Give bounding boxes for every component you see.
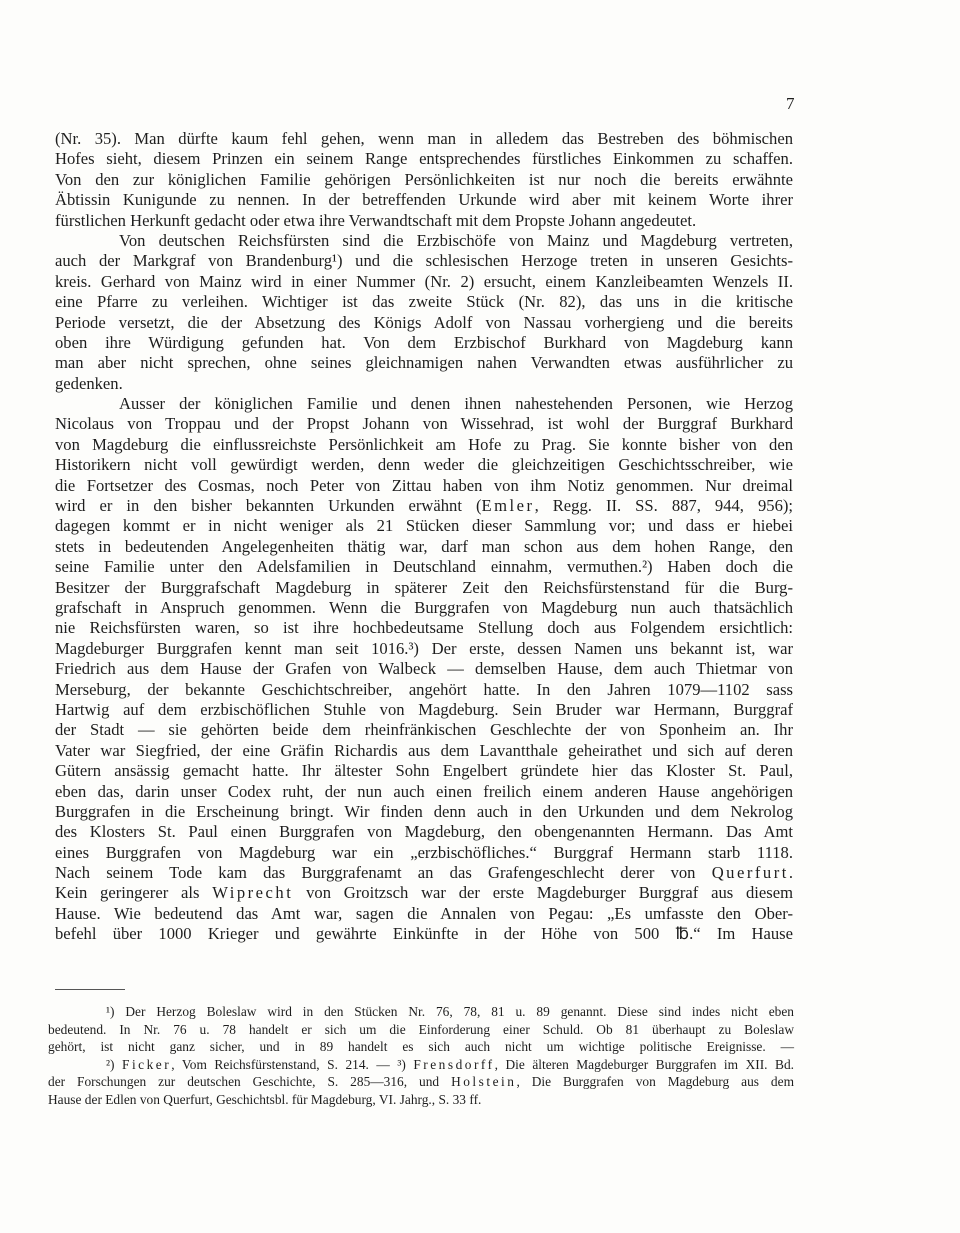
person-name: Wiprecht: [212, 883, 294, 903]
text-line: Hofes sieht, diesem Prinzen ein seinem Range entsprechendes fürstliches Einkommen zu schaffen.: [55, 149, 793, 169]
text-line: Periode versetzt, die der Absetzung des Königs Adolf von Nassau vorhergieng und die bereits: [55, 312, 793, 332]
text-line: grafschaft in Anspruch genommen. Wenn die Burggrafen von Magdeburg nun auch thatsächlich: [55, 597, 793, 617]
text-line: eine Pfarre zu verleihen. Wichtiger ist das zweite Stück (Nr. 82), das uns in die kritische: [55, 292, 793, 312]
text-line: Nicolaus von Troppau und der Propst Johann von Wissehrad, ist wohl der Burggraf Burkhard: [55, 414, 793, 434]
footnotes: [48, 1003, 794, 1109]
page-number: 7: [786, 94, 795, 113]
text-line: Besitzer der Burggrafschaft Magdeburg in späterer Zeit den Reichsfürstenstand für die Burg-: [55, 577, 793, 597]
text-line: Burggrafen in die Erscheinung bringt. Wir finden denn auch in den Urkunden und dem Nekrolog: [55, 801, 793, 821]
text-line: Von deutschen Reichsfürsten sind die Erzbischöfe von Mainz und Magdeburg vertreten,: [119, 230, 793, 250]
text-line: Äbtissin Kunigunde zu nennen. In der betreffenden Urkunde wird aber mit keinem Worte ihrer: [55, 190, 793, 210]
text-line: die Fortsetzer des Cosmas, noch Peter von Zittau haben von ihm Notiz genommen. Nur dreimal: [55, 475, 793, 495]
text-segment: Kein geringerer als: [55, 883, 213, 903]
text-line: seine Familie unter den Adelsfamilien in Deutschland einnahm, vermuthen.²) Haben doch die: [55, 557, 793, 577]
text-line: auch der Markgraf von Brandenburg¹) und die schlesischen Herzoge treten in unseren Gesichts-: [55, 251, 793, 271]
text-line: Gütern ansässig gemacht hatte. Ihr ältester Sohn Engelbert gründete hier das Kloster St. Paul,: [55, 761, 793, 781]
text-segment: , Die Burggrafen von Magdeburg aus dem: [516, 1074, 794, 1090]
text-line: Historikern nicht voll gewürdigt werden, denn weder die gleichzeitigen Geschichtsschreiber, wie: [55, 455, 793, 475]
footnote-divider: [55, 989, 125, 990]
text-line: man aber nicht sprechen, ohne seines gleichnamigen nahen Verwandten etwas ausführlicher zu: [55, 353, 793, 373]
footnote-line: [48, 1056, 794, 1074]
text-line: eines Burggrafen von Magdeburg war ein „erzbischöfliches.“ Burggraf Hermann starb 1118.: [55, 842, 793, 862]
text-line: des Klosters St. Paul einen Burggrafen von Magdeburg, den obengenannten Hermann. Das Amt: [55, 822, 793, 842]
text-line: kreis. Gerhard von Mainz wird in einer Nummer (Nr. 2) ersucht, einem Kanzleibeamten Wenzels II.: [55, 271, 793, 291]
author-name: Ficker: [122, 1056, 172, 1072]
family-name: Querfurt: [711, 863, 789, 883]
text-segment: der Forschungen zur deutschen Geschichte, S. 285—316, und: [48, 1074, 452, 1090]
text-line: Merseburg, der bekannte Geschichtschreiber, angehört hatte. In den Jahren 1079—1102 sass: [55, 679, 793, 699]
text-line: [55, 883, 793, 903]
text-segment: .: [788, 863, 793, 883]
body-text: [55, 129, 793, 945]
text-line: gedenken.: [55, 373, 123, 393]
text-line: Friedrich aus dem Hause der Grafen von Walbeck — demselben Hause, dem auch Thietmar von: [55, 659, 793, 679]
text-line: Vater war Siegfried, der eine Gräfin Richardis aus dem Lavantthale geheirathet und sich auf deren: [55, 740, 793, 760]
text-segment: , Die älteren Magdeburger Burggrafen im XII. Bd.: [494, 1056, 795, 1072]
text-segment: , Vom Reichsfürstenstand, S. 214. — ³): [171, 1056, 414, 1072]
text-segment: Nach seinem Tode kam das Burggrafenamt an das Grafengeschlecht derer von: [55, 863, 712, 883]
text-line: fürstlichen Herkunft gedacht oder etwa ihre Verwandtschaft mit dem Propste Johann angedeutet.: [55, 210, 697, 230]
footnote-line: gehört, ist nicht ganz sicher, und in 89 handelt es sich auch nicht um wichtige politische Ereignisse. —: [48, 1039, 794, 1055]
author-name: Emler: [481, 496, 535, 516]
text-line: dagegen kommt er in nicht weniger als 21 Stücken dieser Sammlung vor; und dass er hiebei: [55, 516, 793, 536]
footnote-line: Hause der Edlen von Querfurt, Geschichtsbl. für Magdeburg, VI. Jahrg., S. 33 ff.: [48, 1091, 482, 1107]
footnote-line: bedeutend. In Nr. 76 u. 78 handelt er sich um die Einforderung einer Schuld. Ob 81 überhaupt zu Boleslaw: [48, 1021, 794, 1037]
text-line: Hause. Wie bedeutend das Amt war, sagen die Annalen von Pegau: „Es umfasste den Ober-: [55, 903, 793, 923]
text-segment: wird er in den bisher bekannten Urkunden erwähnt (: [55, 496, 482, 516]
text-line: (Nr. 35). Man dürfte kaum fehl gehen, wenn man in alledem das Bestreben des böhmischen: [55, 129, 793, 148]
author-name: Holstein: [451, 1074, 517, 1090]
text-line: Ausser der königlichen Familie und denen ihnen nahestehenden Personen, wie Herzog: [119, 394, 793, 414]
text-line: oben ihre Würdigung gefunden hat. Von dem Erzbischof Burkhard von Magdeburg kann: [55, 332, 793, 352]
text-line: der Stadt — sie gehörten beide dem rheinfränkischen Geschlechte der von Sponheim an. Ihr: [55, 720, 793, 740]
text-line: von Magdeburg die einflussreichste Persönlichkeit am Hofe zu Prag. Sie konnte bisher von den: [55, 434, 793, 454]
text-line: [55, 863, 793, 883]
text-line: befehl über 1000 Krieger und gewährte Einkünfte in der Höhe von 500 ℔.“ Im Hause: [55, 924, 793, 944]
author-name: Frensdorff: [413, 1056, 495, 1072]
footnote-line: [48, 1073, 794, 1091]
text-line: [55, 496, 793, 516]
text-line: Hartwig auf dem erzbischöflichen Stuhle von Magdeburg. Sein Bruder war Hermann, Burggraf: [55, 699, 793, 719]
text-line: Von den zur königlichen Familie gehörigen Persönlichkeiten ist nur noch die bereits erwähnte: [55, 169, 793, 189]
text-segment: ²): [106, 1056, 122, 1072]
text-line: nie Reichsfürsten waren, so ist ihre hochbedeutsame Stellung doch aus Folgendem ersichtlich:: [55, 618, 793, 638]
text-line: stets in bedeutenden Angelegenheiten thätig war, darf man schon aus dem hohen Range, den: [55, 536, 793, 556]
footnote-line: ¹) Der Herzog Boleslaw wird in den Stücken Nr. 76, 78, 81 u. 89 genannt. Diese sind indes nicht eben: [106, 1004, 794, 1019]
text-line: eben das, darin unser Codex ruht, der nun auch einen freilich einem anderen Hause angehörigen: [55, 781, 793, 801]
text-segment: , Regg. II. SS. 887, 944, 956);: [534, 496, 793, 516]
text-segment: von Groitzsch war der erste Magdeburger Burggraf aus diesem: [293, 883, 793, 903]
text-line: Magdeburger Burggrafen kennt man seit 1016.³) Der erste, dessen Namen uns bekannt ist, war: [55, 638, 793, 658]
